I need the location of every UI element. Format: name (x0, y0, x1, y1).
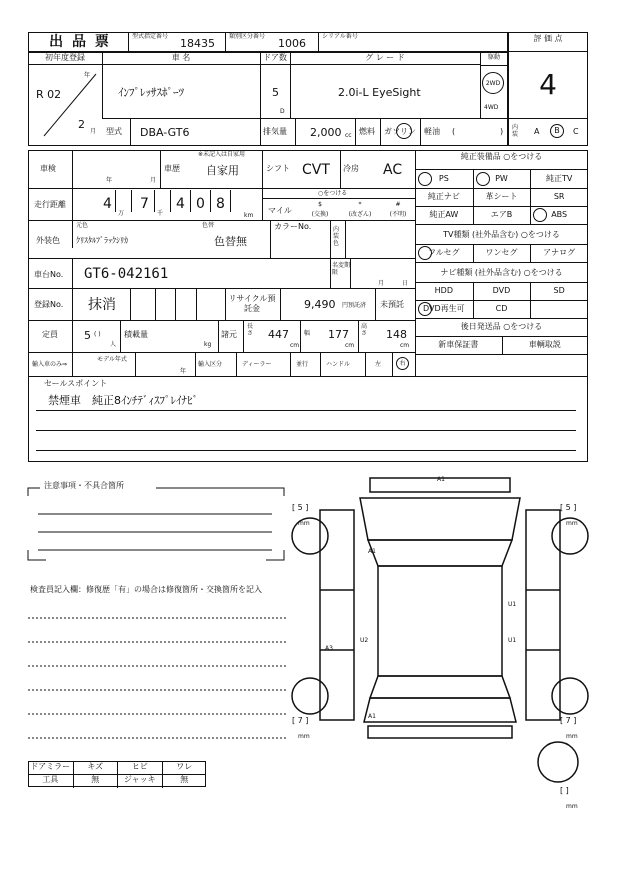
sales-value: 禁煙車 純正8ｲﾝﾁﾃﾞｨｽﾌﾟﾚｲﾅﾋﾞ (48, 394, 198, 407)
divider (243, 320, 244, 352)
divider (365, 352, 366, 376)
divider (196, 288, 197, 320)
recycle-status: 未預託 (380, 300, 404, 309)
grade-label: グ レ ー ド (290, 53, 480, 65)
chassis-value: GT6-042161 (84, 266, 169, 282)
interior-b: B (554, 126, 560, 135)
mileage-unknown: (不明) (389, 211, 407, 218)
mileage-digit-5: 8 (216, 196, 225, 212)
width-value: 177 (328, 328, 349, 341)
mileage-digit-3: 4 (176, 196, 185, 212)
cooling-label: 冷房 (343, 164, 359, 173)
tire-rear-left (292, 678, 328, 714)
tire-spare-depth: [ ] (560, 786, 569, 795)
divider (120, 320, 121, 352)
tire-fr-value: 5 (565, 503, 571, 512)
divider (350, 258, 351, 288)
equip-section-header: 後日発送品 ○をつける (460, 322, 543, 331)
trunk (364, 698, 516, 722)
equip-section-header: ナビ種類 (社外品含む) ○をつける (440, 268, 563, 277)
equip-item: フルセグ (427, 248, 460, 257)
divider (415, 354, 588, 355)
fuel-label: 燃料 (359, 127, 375, 136)
mileage-label: 走行距離 (34, 200, 66, 209)
tire-rl-value: 7 (297, 716, 303, 725)
import-parallel: 並行 (296, 361, 309, 368)
damage-a3: A3 (325, 645, 333, 652)
model-value: DBA-GT6 (140, 126, 190, 139)
divider (154, 190, 155, 212)
equip-item: SR (553, 192, 565, 201)
dims-label: 諸元 (221, 330, 237, 339)
equip-item: PS (438, 174, 449, 183)
capacity-label: 定員 (42, 330, 58, 339)
length-unit: cm (290, 342, 300, 349)
chassis-label: 車台No. (34, 270, 64, 279)
displacement-label: 排気量 (263, 127, 287, 136)
cooling-value: AC (383, 162, 403, 178)
divider (130, 118, 131, 146)
grade-value: 2.0i-L EyeSight (338, 86, 421, 99)
height-unit: cm (400, 342, 410, 349)
divider (135, 352, 136, 376)
divider (290, 352, 291, 376)
damage-a1-bottom: A1 (368, 713, 376, 720)
divider (300, 320, 301, 352)
mileage-tamper: (改ざん) (348, 211, 372, 218)
damage-a1-top: A1 (437, 476, 445, 483)
divider (530, 300, 531, 318)
divider (230, 190, 231, 212)
roof (378, 566, 502, 676)
damage-u1-b: U1 (508, 637, 517, 644)
ruled-line (36, 450, 576, 451)
spare-tire (538, 742, 578, 782)
mileage-digit-2: 7 (140, 196, 149, 212)
notes-label: 注意事項・不具合箇所 (44, 481, 124, 490)
color-label: 外装色 (36, 236, 60, 245)
divider (392, 352, 393, 376)
inspection-label: 車検 (40, 164, 56, 173)
name-change-day: 日 (402, 280, 409, 287)
left-side (320, 510, 354, 720)
form-title: 出 品 票 (49, 34, 111, 50)
equip-item-circle (418, 246, 432, 260)
mileage-hash: # (395, 201, 401, 208)
history-value: 自家用 (206, 164, 239, 177)
divider (280, 288, 281, 320)
mileage-circle-note: ○をつける (318, 190, 348, 197)
divider (262, 188, 263, 220)
first-reg-month-unit: 月 (90, 128, 97, 135)
tire-rl-depth: [ 7 ] (292, 716, 309, 725)
divider (28, 376, 588, 377)
mileage-unit-man: 万 (118, 210, 125, 217)
divider (355, 118, 356, 146)
fuel-gasoline-circle (396, 123, 412, 139)
equip-item: 車輌取説 (528, 340, 561, 349)
divider (260, 52, 261, 146)
inspector-label: 検査員記入欄：修復歴「有」の場合は修復箇所・交換箇所を記入 (30, 585, 262, 594)
mileage-unit-sen: 千 (157, 210, 164, 217)
divider (225, 32, 226, 52)
tire-fl-value: 5 (297, 503, 303, 512)
import-right-circled (396, 357, 409, 370)
doors-label: ドア数 (260, 53, 290, 65)
divider (102, 118, 508, 119)
tire-rr-unit: mm (566, 733, 578, 740)
divider (345, 220, 346, 258)
ruled-line (36, 410, 576, 411)
drive-4wd: 4WD (484, 104, 499, 111)
recycle-unit: 円預託済 (342, 302, 367, 309)
divider (131, 190, 132, 212)
load-label: 積載量 (124, 330, 148, 339)
name-change-month: 月 (378, 280, 385, 287)
damage-a1-left: A1 (368, 548, 376, 555)
load-unit: kg (204, 341, 212, 348)
equip-item: HDD (434, 286, 453, 295)
divider (320, 352, 321, 376)
doors-suffix: D (280, 108, 285, 115)
divider (130, 288, 131, 320)
divider (175, 288, 176, 320)
divider (380, 118, 381, 146)
tire-rr-depth: [ 7 ] (560, 716, 577, 725)
registration-value: 抹消 (88, 297, 116, 313)
mileage-unit-km: km (244, 212, 254, 219)
divider (508, 118, 588, 119)
divider (160, 150, 161, 188)
tire-rear-right (552, 678, 588, 714)
divider (72, 150, 73, 248)
history-label: 車歴 (164, 164, 180, 173)
legend-cell: キズ (73, 762, 118, 775)
height-value: 148 (386, 328, 407, 341)
interior-c: C (573, 127, 579, 136)
width-unit: cm (345, 342, 355, 349)
inspection-year-unit: 年 (106, 177, 113, 184)
legend-cell: ワレ (162, 762, 207, 775)
divider (190, 190, 191, 212)
displacement-unit: cc (345, 132, 352, 139)
divider (358, 320, 359, 352)
first-reg-year-unit: 年 (84, 72, 91, 79)
mileage-exchange: (交換) (311, 211, 329, 218)
divider (415, 318, 588, 319)
divider (28, 320, 415, 321)
equip-item: SD (553, 286, 565, 295)
import-model-year: モデル年式 (97, 356, 127, 363)
category-label: 類別区分番号 (229, 33, 266, 40)
divider (415, 224, 588, 225)
divider (330, 258, 331, 288)
length-value: 447 (268, 328, 289, 341)
equip-item: 純正AW (429, 210, 459, 219)
recycle-label: リサイクル預託金 (228, 294, 276, 313)
equip-item: ワンセグ (485, 248, 518, 257)
tire-fl-unit: mm (298, 520, 310, 527)
equip-item: 革シート (485, 192, 518, 201)
equip-item: DVD (492, 286, 511, 295)
import-year-unit: 年 (180, 368, 187, 375)
legend-cell: 無 (73, 775, 118, 788)
divider (236, 352, 237, 376)
capacity-value: 5 (84, 329, 91, 342)
eval-label: 評 価 点 (508, 34, 588, 52)
legend-cell: 工具 (42, 775, 59, 784)
equip-item: CD (495, 304, 508, 313)
inspection-month-unit: 月 (150, 177, 157, 184)
equip-item: 純正ナビ (427, 192, 460, 201)
divider (415, 206, 588, 207)
fuel-gasoline: ガソリン (384, 127, 416, 136)
divider (72, 258, 73, 376)
equip-item: 新車保証書 (438, 340, 479, 349)
doors-value: 5 (272, 86, 279, 99)
capacity-unit: 人 (110, 341, 117, 348)
mileage-digit-4: 0 (196, 196, 205, 212)
divider (415, 188, 588, 189)
sales-label: セールスポイント (44, 379, 108, 388)
equip-item: 純正TV (545, 174, 573, 183)
equip-item: アナログ (543, 248, 576, 257)
divider (415, 282, 588, 283)
mileage-star: * (358, 201, 362, 208)
interior-color-label: 内装色 (333, 226, 340, 247)
divider (415, 300, 588, 301)
shift-label: シフト (266, 164, 290, 173)
divider (420, 118, 421, 146)
type-designation-value: 18435 (180, 37, 215, 50)
capacity-paren: ( ) (94, 331, 101, 338)
equip-item: エアB (490, 210, 513, 219)
damage-u2: U2 (360, 637, 369, 644)
tire-fr-depth: [ 5 ] (560, 503, 577, 512)
divider (415, 244, 588, 245)
divider (210, 190, 211, 212)
import-handle: ハンドル (326, 361, 351, 368)
tire-rl-unit: mm (298, 733, 310, 740)
height-label: 高さ (361, 323, 368, 337)
inspector-lines (26, 600, 290, 750)
color-orig-value: ｸﾘｽﾀﾙﾌﾞﾗｯｸｼﾘｶ (76, 236, 128, 245)
width-label: 幅 (304, 330, 311, 337)
mileage-dollar: $ (318, 201, 322, 208)
divider (375, 288, 376, 320)
length-label: 長さ (247, 323, 254, 337)
first-reg-era: R 02 (36, 88, 62, 101)
color-change-label: 色替 (202, 222, 215, 229)
tire-spare-unit: mm (566, 803, 578, 810)
divider (28, 188, 415, 189)
import-label: 輸入車のみ⇒ (32, 361, 68, 368)
eval-score: 4 (539, 68, 557, 101)
import-left: 左 (375, 361, 382, 368)
divider (318, 32, 319, 52)
mileage-mile: マイル (268, 206, 292, 215)
color-orig-label: 元色 (76, 222, 89, 229)
divider (330, 220, 331, 258)
tire-fl-depth: [ 5 ] (292, 503, 309, 512)
import-class: 輸入区分 (198, 361, 223, 368)
ruled-line (36, 430, 576, 431)
fuel-diesel: 軽油 (424, 127, 440, 136)
windshield (368, 540, 512, 566)
divider (170, 190, 171, 212)
equip-item: ABS (551, 210, 568, 219)
shift-value: CVT (302, 162, 330, 178)
legend-cell: ドアミラー (28, 762, 73, 775)
legend-cell: ジャッキ (117, 775, 162, 788)
divider (262, 150, 263, 188)
divider (270, 220, 271, 258)
drive-2wd: 2WD (485, 79, 501, 87)
car-name-label: 車 名 (102, 53, 260, 65)
drive-label: 駆動 (480, 54, 508, 66)
divider (218, 320, 219, 352)
tire-fr-unit: mm (566, 520, 578, 527)
divider (340, 150, 341, 188)
car-diagram (290, 470, 590, 810)
interior-b-circled (550, 124, 564, 138)
fuel-paren-close: ) (500, 127, 504, 136)
mileage-digit-1: 4 (103, 196, 112, 212)
equip-item: PW (495, 174, 508, 183)
type-designation-label: 型式指定番号 (132, 33, 169, 40)
divider (262, 198, 415, 199)
interior-label: 内装 (512, 124, 519, 138)
damage-u1-a: U1 (508, 601, 517, 608)
fuel-paren-open: ( (452, 127, 456, 136)
divider (195, 352, 196, 376)
divider (225, 288, 226, 320)
model-label: 型式 (106, 127, 122, 136)
divider (115, 190, 116, 212)
divider (28, 288, 415, 289)
notes-bracket (26, 484, 288, 564)
history-note: ※未記入は自家用 (198, 151, 246, 158)
rear-bumper (368, 726, 512, 738)
divider (295, 118, 296, 146)
import-right: 右 (399, 360, 406, 367)
equip-item-circle (418, 302, 432, 316)
divider (415, 262, 588, 263)
rear-glass (370, 676, 510, 698)
color-no-label: カラーNo. (274, 222, 312, 231)
category-value: 1006 (278, 37, 306, 50)
import-dealer: ディーラー (242, 361, 272, 368)
interior-a: A (534, 127, 540, 136)
name-change-label: 名変期限 (332, 262, 351, 276)
first-reg-month: 2 (78, 118, 85, 131)
legend-cell: ヒビ (117, 762, 162, 775)
equip-section-header: TV種類 (社外品含む) ○をつける (443, 230, 560, 239)
equip-item: DVD再生可 (423, 304, 465, 313)
registration-label: 登録No. (34, 300, 64, 309)
equip-item-circle (418, 172, 432, 186)
divider (128, 32, 129, 52)
legend-cell: 無 (162, 775, 207, 788)
equip-item-circle (476, 172, 490, 186)
right-side (526, 510, 560, 720)
recycle-value: 9,490 (304, 298, 336, 311)
divider (28, 220, 415, 221)
equip-header: 純正装備品 ○をつける (415, 152, 588, 170)
divider (28, 258, 415, 259)
divider (155, 288, 156, 320)
hood (360, 498, 520, 540)
color-repaint: 色替無 (214, 235, 247, 248)
car-name-value: ｲﾝﾌﾟﾚｯｻｽﾎﾟｰﾂ (118, 86, 184, 99)
displacement-value: 2,000 (310, 126, 342, 139)
drive-2wd-circled (482, 72, 504, 94)
divider (28, 352, 415, 353)
first-reg-label: 初年度登録 (28, 53, 102, 65)
serial-label: シリアル番号 (322, 33, 358, 40)
tire-rr-value: 7 (565, 716, 571, 725)
